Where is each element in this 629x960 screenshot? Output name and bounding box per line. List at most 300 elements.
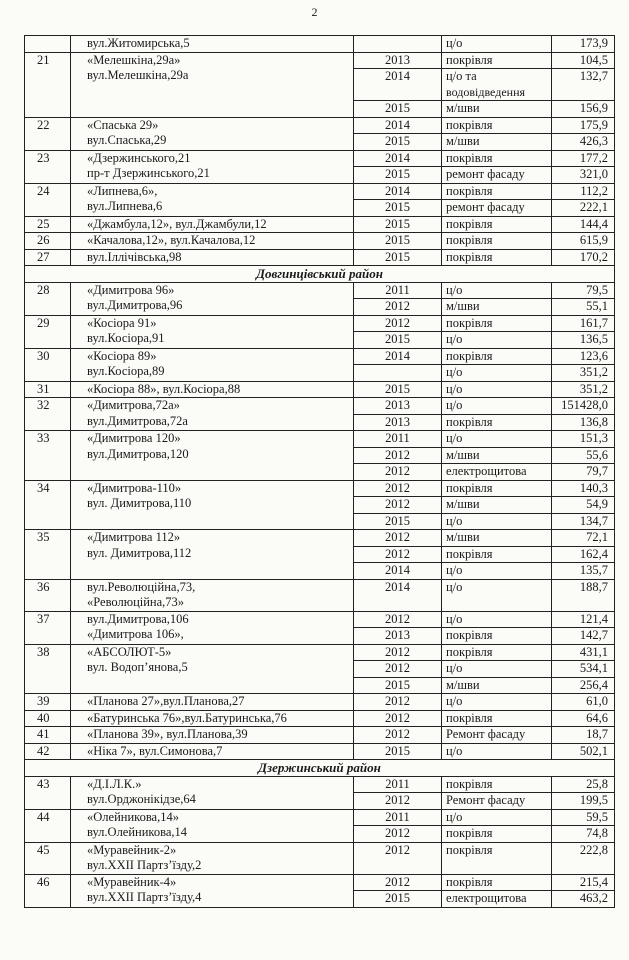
work-amount: 59,5 bbox=[552, 809, 615, 826]
address-line: «Муравейник-2» bbox=[87, 842, 177, 857]
work-type bbox=[442, 69, 552, 101]
work-line: ц/о bbox=[446, 611, 463, 626]
object-address bbox=[71, 727, 354, 744]
work-year: 2012 bbox=[354, 530, 442, 547]
work-amount: 140,3 bbox=[552, 480, 615, 497]
item-number: 21 bbox=[25, 52, 71, 117]
work-year: 2015 bbox=[354, 200, 442, 217]
work-type bbox=[442, 891, 552, 908]
page-number: 2 bbox=[311, 5, 318, 19]
table-row bbox=[25, 579, 615, 611]
table-row bbox=[25, 842, 615, 874]
address-line: «Д.І.Л.К.» bbox=[87, 776, 142, 791]
item-number: 45 bbox=[25, 842, 71, 874]
address-line: «Димитрова 112» bbox=[87, 530, 181, 544]
work-amount: 142,7 bbox=[552, 628, 615, 645]
work-type bbox=[442, 150, 552, 167]
work-amount: 431,1 bbox=[552, 644, 615, 661]
object-address bbox=[71, 150, 354, 183]
work-line: ремонт фасаду bbox=[446, 167, 525, 181]
work-line: покрівля bbox=[446, 842, 493, 857]
work-line: м/шви bbox=[446, 134, 480, 148]
work-type bbox=[442, 546, 552, 563]
object-address bbox=[71, 579, 354, 611]
work-line: покрівля bbox=[446, 216, 493, 231]
item-number: 30 bbox=[25, 348, 71, 381]
work-line: ц/о bbox=[446, 365, 463, 379]
work-line: покрівля bbox=[446, 826, 493, 840]
item-number: 25 bbox=[25, 216, 71, 233]
work-amount: 502,1 bbox=[552, 743, 615, 760]
work-line: ц/о bbox=[446, 809, 463, 824]
address-line: вул.Липнева,6 bbox=[87, 199, 163, 213]
work-line: ц/о bbox=[446, 579, 463, 594]
work-year: 2011 bbox=[354, 776, 442, 793]
work-amount: 222,1 bbox=[552, 200, 615, 217]
table-row bbox=[25, 36, 615, 53]
item-number: 37 bbox=[25, 611, 71, 644]
work-amount: 177,2 bbox=[552, 150, 615, 167]
work-year: 2014 bbox=[354, 348, 442, 365]
item-number: 22 bbox=[25, 117, 71, 150]
work-amount: 426,3 bbox=[552, 134, 615, 151]
object-address bbox=[71, 644, 354, 694]
work-year: 2015 bbox=[354, 332, 442, 349]
work-line: покрівля bbox=[446, 874, 493, 889]
object-address bbox=[71, 183, 354, 216]
work-line: покрівля bbox=[446, 348, 493, 363]
work-year: 2014 bbox=[354, 579, 442, 611]
work-line: ц/о bbox=[446, 381, 463, 396]
district-row bbox=[25, 266, 615, 283]
object-address bbox=[71, 842, 354, 874]
work-year bbox=[354, 365, 442, 382]
address-line: вул.Олейникова,14 bbox=[87, 825, 188, 839]
work-year: 2011 bbox=[354, 431, 442, 448]
work-line: ц/о bbox=[446, 694, 463, 708]
address-line: пр-т Дзержинського,21 bbox=[87, 166, 210, 180]
work-year: 2011 bbox=[354, 809, 442, 826]
work-line: ц/о bbox=[446, 661, 463, 675]
work-type bbox=[442, 727, 552, 744]
address-line: «Димитрова,72а» bbox=[87, 398, 180, 412]
district-row bbox=[25, 760, 615, 777]
work-amount: 79,5 bbox=[552, 282, 615, 299]
work-year: 2013 bbox=[354, 628, 442, 645]
table-row bbox=[25, 381, 615, 398]
work-type bbox=[442, 628, 552, 645]
table-row bbox=[25, 233, 615, 250]
item-number: 27 bbox=[25, 249, 71, 266]
work-type bbox=[442, 365, 552, 382]
work-type bbox=[442, 332, 552, 349]
work-type bbox=[442, 36, 552, 53]
work-year: 2015 bbox=[354, 216, 442, 233]
table-row bbox=[25, 480, 615, 497]
work-amount: 104,5 bbox=[552, 52, 615, 69]
object-address bbox=[71, 315, 354, 348]
work-line: ц/о bbox=[446, 398, 463, 412]
work-type bbox=[442, 513, 552, 530]
work-type bbox=[442, 134, 552, 151]
object-address bbox=[71, 694, 354, 711]
work-line: покрівля bbox=[446, 414, 493, 429]
item-number: 43 bbox=[25, 776, 71, 809]
work-type bbox=[442, 101, 552, 118]
item-number: 38 bbox=[25, 644, 71, 694]
work-line: ц/о bbox=[446, 431, 463, 445]
work-line: ц/о bbox=[446, 36, 463, 50]
address-line: вул.Косіора,89 bbox=[87, 364, 165, 378]
repairs-table bbox=[24, 35, 615, 908]
table-row bbox=[25, 348, 615, 365]
work-amount: 18,7 bbox=[552, 727, 615, 744]
work-amount: 25,8 bbox=[552, 776, 615, 793]
work-amount: 534,1 bbox=[552, 661, 615, 678]
work-type bbox=[442, 282, 552, 299]
work-year: 2014 bbox=[354, 563, 442, 580]
work-amount: 74,8 bbox=[552, 826, 615, 843]
work-year: 2012 bbox=[354, 546, 442, 563]
address-line: вул.Димитрова,96 bbox=[87, 298, 183, 312]
work-line: покрівля bbox=[446, 249, 493, 264]
work-amount: 55,6 bbox=[552, 447, 615, 464]
work-amount: 199,5 bbox=[552, 793, 615, 810]
work-line: ц/о bbox=[446, 743, 463, 758]
work-year: 2012 bbox=[354, 480, 442, 497]
address-line: «Ніка 7», вул.Симонова,7 bbox=[87, 743, 223, 758]
work-amount: 54,9 bbox=[552, 497, 615, 514]
object-address bbox=[71, 216, 354, 233]
work-line: покрівля bbox=[446, 150, 493, 165]
work-year: 2014 bbox=[354, 150, 442, 167]
item-number bbox=[25, 36, 71, 53]
work-line: м/шви bbox=[446, 677, 480, 692]
item-number: 29 bbox=[25, 315, 71, 348]
address-line: вул. Димитрова,112 bbox=[87, 545, 192, 560]
work-year: 2012 bbox=[354, 611, 442, 628]
work-line: покрівля bbox=[446, 52, 493, 67]
object-address bbox=[71, 530, 354, 580]
table-row bbox=[25, 710, 615, 727]
work-type bbox=[442, 694, 552, 711]
work-year: 2015 bbox=[354, 381, 442, 398]
work-line: електрощитова bbox=[446, 891, 527, 905]
table-row bbox=[25, 249, 615, 266]
work-line: покрівля bbox=[446, 776, 493, 791]
work-type bbox=[442, 249, 552, 266]
work-line: покрівля bbox=[446, 710, 493, 725]
work-amount: 162,4 bbox=[552, 546, 615, 563]
table-row bbox=[25, 117, 615, 134]
work-year: 2012 bbox=[354, 299, 442, 316]
item-number: 26 bbox=[25, 233, 71, 250]
work-amount: 222,8 bbox=[552, 842, 615, 874]
address-line: вул.Димитрова,72а bbox=[87, 413, 188, 428]
work-line: ц/о та bbox=[446, 69, 477, 83]
work-year: 2015 bbox=[354, 677, 442, 694]
work-amount: 463,2 bbox=[552, 891, 615, 908]
work-year: 2012 bbox=[354, 644, 442, 661]
address-line: вул.Революційна,73, bbox=[87, 579, 196, 594]
work-amount: 156,9 bbox=[552, 101, 615, 118]
object-address bbox=[71, 348, 354, 381]
work-line bbox=[446, 595, 548, 611]
work-type bbox=[442, 661, 552, 678]
address-line: вул. Димитрова,110 bbox=[87, 496, 192, 510]
object-address bbox=[71, 874, 354, 907]
work-year: 2012 bbox=[354, 464, 442, 481]
table-row bbox=[25, 216, 615, 233]
work-amount: 134,7 bbox=[552, 513, 615, 530]
work-type bbox=[442, 431, 552, 448]
work-year: 2014 bbox=[354, 117, 442, 134]
item-number: 46 bbox=[25, 874, 71, 907]
work-line: водовідведення bbox=[446, 84, 526, 99]
work-year: 2015 bbox=[354, 101, 442, 118]
address-line: «Революційна,73» bbox=[87, 595, 185, 609]
object-address bbox=[71, 809, 354, 842]
table-row bbox=[25, 398, 615, 415]
work-year: 2012 bbox=[354, 874, 442, 891]
item-number: 44 bbox=[25, 809, 71, 842]
address-line: «Димитрова-110» bbox=[87, 480, 182, 495]
work-line: ц/о bbox=[446, 282, 463, 297]
address-line: «Димитрова 106», bbox=[87, 627, 184, 641]
table-row bbox=[25, 611, 615, 628]
district-title: Довгинцівський район bbox=[25, 266, 615, 283]
work-type bbox=[442, 677, 552, 694]
work-year: 2013 bbox=[354, 52, 442, 69]
table-row bbox=[25, 52, 615, 69]
object-address bbox=[71, 249, 354, 266]
work-line: ц/о bbox=[446, 563, 463, 577]
work-line: Ремонт фасаду bbox=[446, 793, 526, 807]
work-line: м/шви bbox=[446, 447, 480, 462]
work-amount: 351,2 bbox=[552, 381, 615, 398]
address-line: вул. Водоп’янова,5 bbox=[87, 660, 188, 674]
address-line: вул.Косіора,91 bbox=[87, 331, 165, 345]
table-row bbox=[25, 183, 615, 200]
work-type bbox=[442, 579, 552, 611]
work-line: покрівля bbox=[446, 480, 493, 495]
work-type bbox=[442, 52, 552, 69]
work-amount: 55,1 bbox=[552, 299, 615, 316]
work-type bbox=[442, 315, 552, 332]
work-year: 2012 bbox=[354, 727, 442, 744]
work-year: 2012 bbox=[354, 710, 442, 727]
address-line: вул.XXII Партз’їзду,4 bbox=[87, 890, 202, 904]
table-row bbox=[25, 315, 615, 332]
item-number: 40 bbox=[25, 710, 71, 727]
work-type bbox=[442, 414, 552, 431]
address-line: вул.Димитрова,106 bbox=[87, 611, 189, 626]
work-amount: 188,7 bbox=[552, 579, 615, 611]
object-address bbox=[71, 117, 354, 150]
work-type bbox=[442, 644, 552, 661]
work-year: 2014 bbox=[354, 183, 442, 200]
work-type bbox=[442, 200, 552, 217]
address-line: «Липнева,6», bbox=[87, 183, 158, 198]
work-year: 2012 bbox=[354, 694, 442, 711]
address-line: вул.Житомирська,5 bbox=[87, 36, 190, 50]
object-address bbox=[71, 431, 354, 481]
work-year: 2012 bbox=[354, 315, 442, 332]
work-amount: 161,7 bbox=[552, 315, 615, 332]
work-line: ремонт фасаду bbox=[446, 200, 525, 214]
address-line: «Дзержинського,21 bbox=[87, 150, 191, 165]
work-line: ц/о bbox=[446, 332, 463, 346]
address-line: вул.Орджонікідзе,64 bbox=[87, 792, 196, 806]
work-line: м/шви bbox=[446, 497, 480, 511]
work-type bbox=[442, 299, 552, 316]
work-type bbox=[442, 480, 552, 497]
object-address bbox=[71, 282, 354, 315]
work-line: покрівля bbox=[446, 183, 493, 198]
address-line: «АБСОЛЮТ-5» bbox=[87, 644, 172, 659]
work-amount: 135,7 bbox=[552, 563, 615, 580]
work-line: покрівля bbox=[446, 628, 493, 642]
work-type bbox=[442, 216, 552, 233]
work-line: м/шви bbox=[446, 299, 480, 313]
work-amount: 79,7 bbox=[552, 464, 615, 481]
item-number: 42 bbox=[25, 743, 71, 760]
object-address bbox=[71, 710, 354, 727]
work-type bbox=[442, 167, 552, 184]
work-amount: 136,5 bbox=[552, 332, 615, 349]
address-line: «Планова 39», вул.Планова,39 bbox=[87, 727, 248, 741]
work-line: покрівля bbox=[446, 644, 493, 659]
object-address bbox=[71, 381, 354, 398]
address-line: «Спаська 29» bbox=[87, 117, 159, 132]
table-row bbox=[25, 431, 615, 448]
item-number: 36 bbox=[25, 579, 71, 611]
work-amount: 321,0 bbox=[552, 167, 615, 184]
work-year: 2013 bbox=[354, 398, 442, 415]
work-year: 2015 bbox=[354, 167, 442, 184]
address-line: «Олейникова,14» bbox=[87, 809, 179, 824]
table-row bbox=[25, 694, 615, 711]
work-line: покрівля bbox=[446, 233, 493, 247]
object-address bbox=[71, 233, 354, 250]
work-type bbox=[442, 464, 552, 481]
work-amount: 175,9 bbox=[552, 117, 615, 134]
work-amount: 61,0 bbox=[552, 694, 615, 711]
work-amount: 123,6 bbox=[552, 348, 615, 365]
work-year: 2014 bbox=[354, 69, 442, 101]
work-year: 2015 bbox=[354, 134, 442, 151]
work-type bbox=[442, 563, 552, 580]
work-line: м/шви bbox=[446, 530, 480, 544]
work-line: Ремонт фасаду bbox=[446, 727, 526, 741]
item-number: 33 bbox=[25, 431, 71, 481]
work-amount: 112,2 bbox=[552, 183, 615, 200]
address-line: «Мелешкіна,29а» bbox=[87, 52, 181, 67]
work-amount: 615,9 bbox=[552, 233, 615, 250]
object-address bbox=[71, 743, 354, 760]
work-type bbox=[442, 381, 552, 398]
work-year: 2012 bbox=[354, 447, 442, 464]
work-type bbox=[442, 809, 552, 826]
object-address bbox=[71, 480, 354, 530]
item-number: 41 bbox=[25, 727, 71, 744]
work-type bbox=[442, 611, 552, 628]
work-amount: 151,3 bbox=[552, 431, 615, 448]
item-number: 23 bbox=[25, 150, 71, 183]
address-line: «Муравейник-4» bbox=[87, 874, 177, 889]
address-line: «Джамбула,12», вул.Джамбули,12 bbox=[87, 216, 267, 231]
work-type bbox=[442, 826, 552, 843]
work-line: покрівля bbox=[446, 117, 493, 132]
object-address bbox=[71, 36, 354, 53]
work-line bbox=[446, 858, 548, 874]
address-line: «Качалова,12», вул.Качалова,12 bbox=[87, 233, 256, 247]
work-amount: 64,6 bbox=[552, 710, 615, 727]
address-line: «Батуринська 76»,вул.Батуринська,76 bbox=[87, 710, 287, 725]
item-number: 34 bbox=[25, 480, 71, 530]
object-address bbox=[71, 398, 354, 431]
district-title: Дзержинський район bbox=[25, 760, 615, 777]
work-amount: 351,2 bbox=[552, 365, 615, 382]
work-year: 2015 bbox=[354, 233, 442, 250]
work-year: 2011 bbox=[354, 282, 442, 299]
work-type bbox=[442, 117, 552, 134]
object-address bbox=[71, 611, 354, 644]
address-line: «Косіора 88», вул.Косіора,88 bbox=[87, 381, 241, 396]
work-amount: 144,4 bbox=[552, 216, 615, 233]
work-amount: 215,4 bbox=[552, 874, 615, 891]
work-amount: 72,1 bbox=[552, 530, 615, 547]
address-line: «Димитрова 120» bbox=[87, 431, 181, 445]
address-line: вул.Димитрова,120 bbox=[87, 446, 189, 461]
work-year: 2013 bbox=[354, 414, 442, 431]
work-type bbox=[442, 447, 552, 464]
address-line: «Димитрова 96» bbox=[87, 282, 175, 297]
work-type bbox=[442, 776, 552, 793]
table-row bbox=[25, 282, 615, 299]
work-year: 2012 bbox=[354, 826, 442, 843]
address-line: вул.XXII Партз’їзду,2 bbox=[87, 858, 202, 872]
work-amount: 121,4 bbox=[552, 611, 615, 628]
work-type bbox=[442, 233, 552, 250]
work-year: 2015 bbox=[354, 513, 442, 530]
address-line: вул.Мелешкіна,29а bbox=[87, 68, 189, 82]
work-type bbox=[442, 348, 552, 365]
work-line: покрівля bbox=[446, 315, 493, 330]
table-row bbox=[25, 809, 615, 826]
work-amount: 151428,0 bbox=[552, 398, 615, 415]
work-type bbox=[442, 710, 552, 727]
item-number: 32 bbox=[25, 398, 71, 431]
work-type bbox=[442, 874, 552, 891]
work-year: 2012 bbox=[354, 842, 442, 874]
work-amount: 173,9 bbox=[552, 36, 615, 53]
address-line: «Косіора 91» bbox=[87, 315, 157, 330]
table-row bbox=[25, 150, 615, 167]
item-number: 35 bbox=[25, 530, 71, 580]
work-year bbox=[354, 36, 442, 53]
work-year: 2015 bbox=[354, 743, 442, 760]
address-line: вул.Іллічівська,98 bbox=[87, 249, 182, 264]
work-year: 2015 bbox=[354, 891, 442, 908]
object-address bbox=[71, 776, 354, 809]
work-year: 2012 bbox=[354, 661, 442, 678]
address-line: «Косіора 89» bbox=[87, 348, 157, 363]
object-address bbox=[71, 52, 354, 117]
work-type bbox=[442, 793, 552, 810]
work-year: 2012 bbox=[354, 497, 442, 514]
item-number: 39 bbox=[25, 694, 71, 711]
